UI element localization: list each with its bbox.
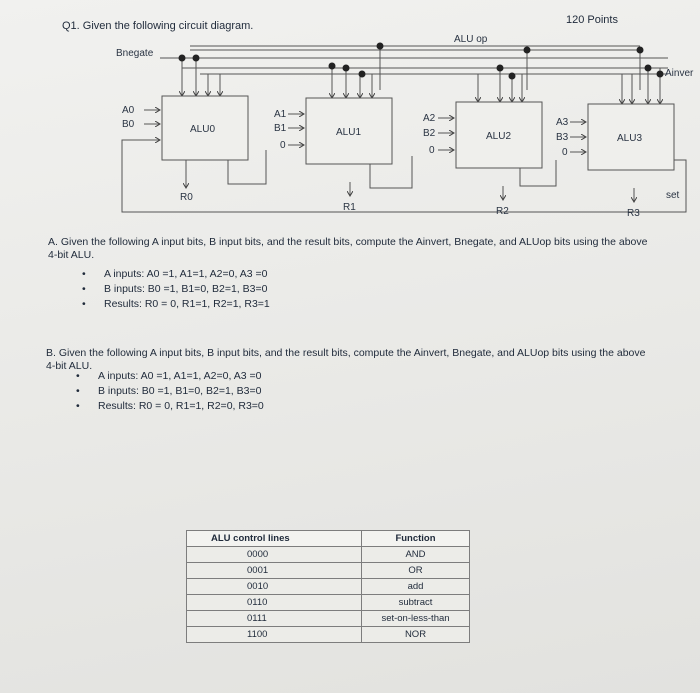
part-b-prompt: B. Given the following A input bits, B input bits, and the result bits, compute the Ainvert, Bnegate, and ALUop bits using the above 4-bit ALU. bbox=[46, 347, 646, 372]
function-name: NOR bbox=[362, 627, 470, 643]
alu1-carry-in: 0 bbox=[280, 140, 286, 151]
function-name: add bbox=[362, 579, 470, 595]
alu3-carry-in: 0 bbox=[562, 147, 568, 158]
alu0-input-a: A0 bbox=[122, 105, 135, 116]
circuit-diagram bbox=[0, 0, 700, 230]
table-row bbox=[187, 611, 470, 627]
alu3-name: ALU3 bbox=[617, 133, 643, 144]
table-row bbox=[187, 547, 470, 563]
part-b-a-inputs: • A inputs: A0 =1, A1=1, A2=0, A3 =0 bbox=[76, 369, 264, 384]
function-name: set-on-less-than bbox=[362, 611, 470, 627]
part-b-results: • Results: R0 = 0, R1=1, R2=0, R3=0 bbox=[76, 399, 264, 414]
control-bits: 0111 bbox=[187, 611, 362, 627]
control-bits: 0010 bbox=[187, 579, 362, 595]
function-name: AND bbox=[362, 547, 470, 563]
alu-control-table bbox=[186, 530, 470, 643]
part-b-list bbox=[76, 369, 264, 414]
part-a-list bbox=[82, 267, 270, 312]
alu2-result: R2 bbox=[496, 206, 509, 217]
set-label: set bbox=[666, 190, 680, 201]
alu1-result: R1 bbox=[343, 202, 356, 213]
function-header: Function bbox=[362, 531, 470, 547]
part-a-b-inputs: • B inputs: B0 =1, B1=0, B2=1, B3=0 bbox=[82, 282, 270, 297]
control-bits: 0001 bbox=[187, 563, 362, 579]
table-row bbox=[187, 595, 470, 611]
control-bits: 0000 bbox=[187, 547, 362, 563]
part-a-results: • Results: R0 = 0, R1=1, R2=1, R3=1 bbox=[82, 297, 270, 312]
alu3-result: R3 bbox=[627, 208, 640, 219]
alu0-result: R0 bbox=[180, 192, 193, 203]
part-a-prompt: A. Given the following A input bits, B input bits, and the result bits, compute the Ainvert, Bnegate, and ALUop bits using the above 4-bit ALU. bbox=[48, 236, 648, 261]
alu0-input-b: B0 bbox=[122, 119, 135, 130]
aluop-label: ALU op bbox=[454, 34, 488, 45]
alu2-input-a: A2 bbox=[423, 113, 436, 124]
table-row bbox=[187, 579, 470, 595]
table-row bbox=[187, 563, 470, 579]
control-bits: 0110 bbox=[187, 595, 362, 611]
points-label: 120 Points bbox=[566, 14, 618, 26]
alu0-name: ALU0 bbox=[190, 124, 216, 135]
alu2-input-b: B2 bbox=[423, 128, 436, 139]
alu2-name: ALU2 bbox=[486, 131, 512, 142]
alu1-input-b: B1 bbox=[274, 123, 287, 134]
part-b-b-inputs: • B inputs: B0 =1, B1=0, B2=1, B3=0 bbox=[76, 384, 264, 399]
part-a-a-inputs: • A inputs: A0 =1, A1=1, A2=0, A3 =0 bbox=[82, 267, 270, 282]
ainvert-label: Ainver bbox=[665, 68, 694, 79]
alu1-input-a: A1 bbox=[274, 109, 287, 120]
control-lines-header: ALU control lines bbox=[187, 531, 362, 547]
table-header-row bbox=[187, 531, 470, 547]
function-name: subtract bbox=[362, 595, 470, 611]
alu3-input-b: B3 bbox=[556, 132, 569, 143]
alu3-input-a: A3 bbox=[556, 117, 569, 128]
alu1-name: ALU1 bbox=[336, 127, 362, 138]
alu2-carry-in: 0 bbox=[429, 145, 435, 156]
function-name: OR bbox=[362, 563, 470, 579]
question-title: Q1. Given the following circuit diagram. bbox=[62, 20, 254, 32]
bnegate-label: Bnegate bbox=[116, 48, 154, 59]
table-row bbox=[187, 627, 470, 643]
control-bits: 1100 bbox=[187, 627, 362, 643]
